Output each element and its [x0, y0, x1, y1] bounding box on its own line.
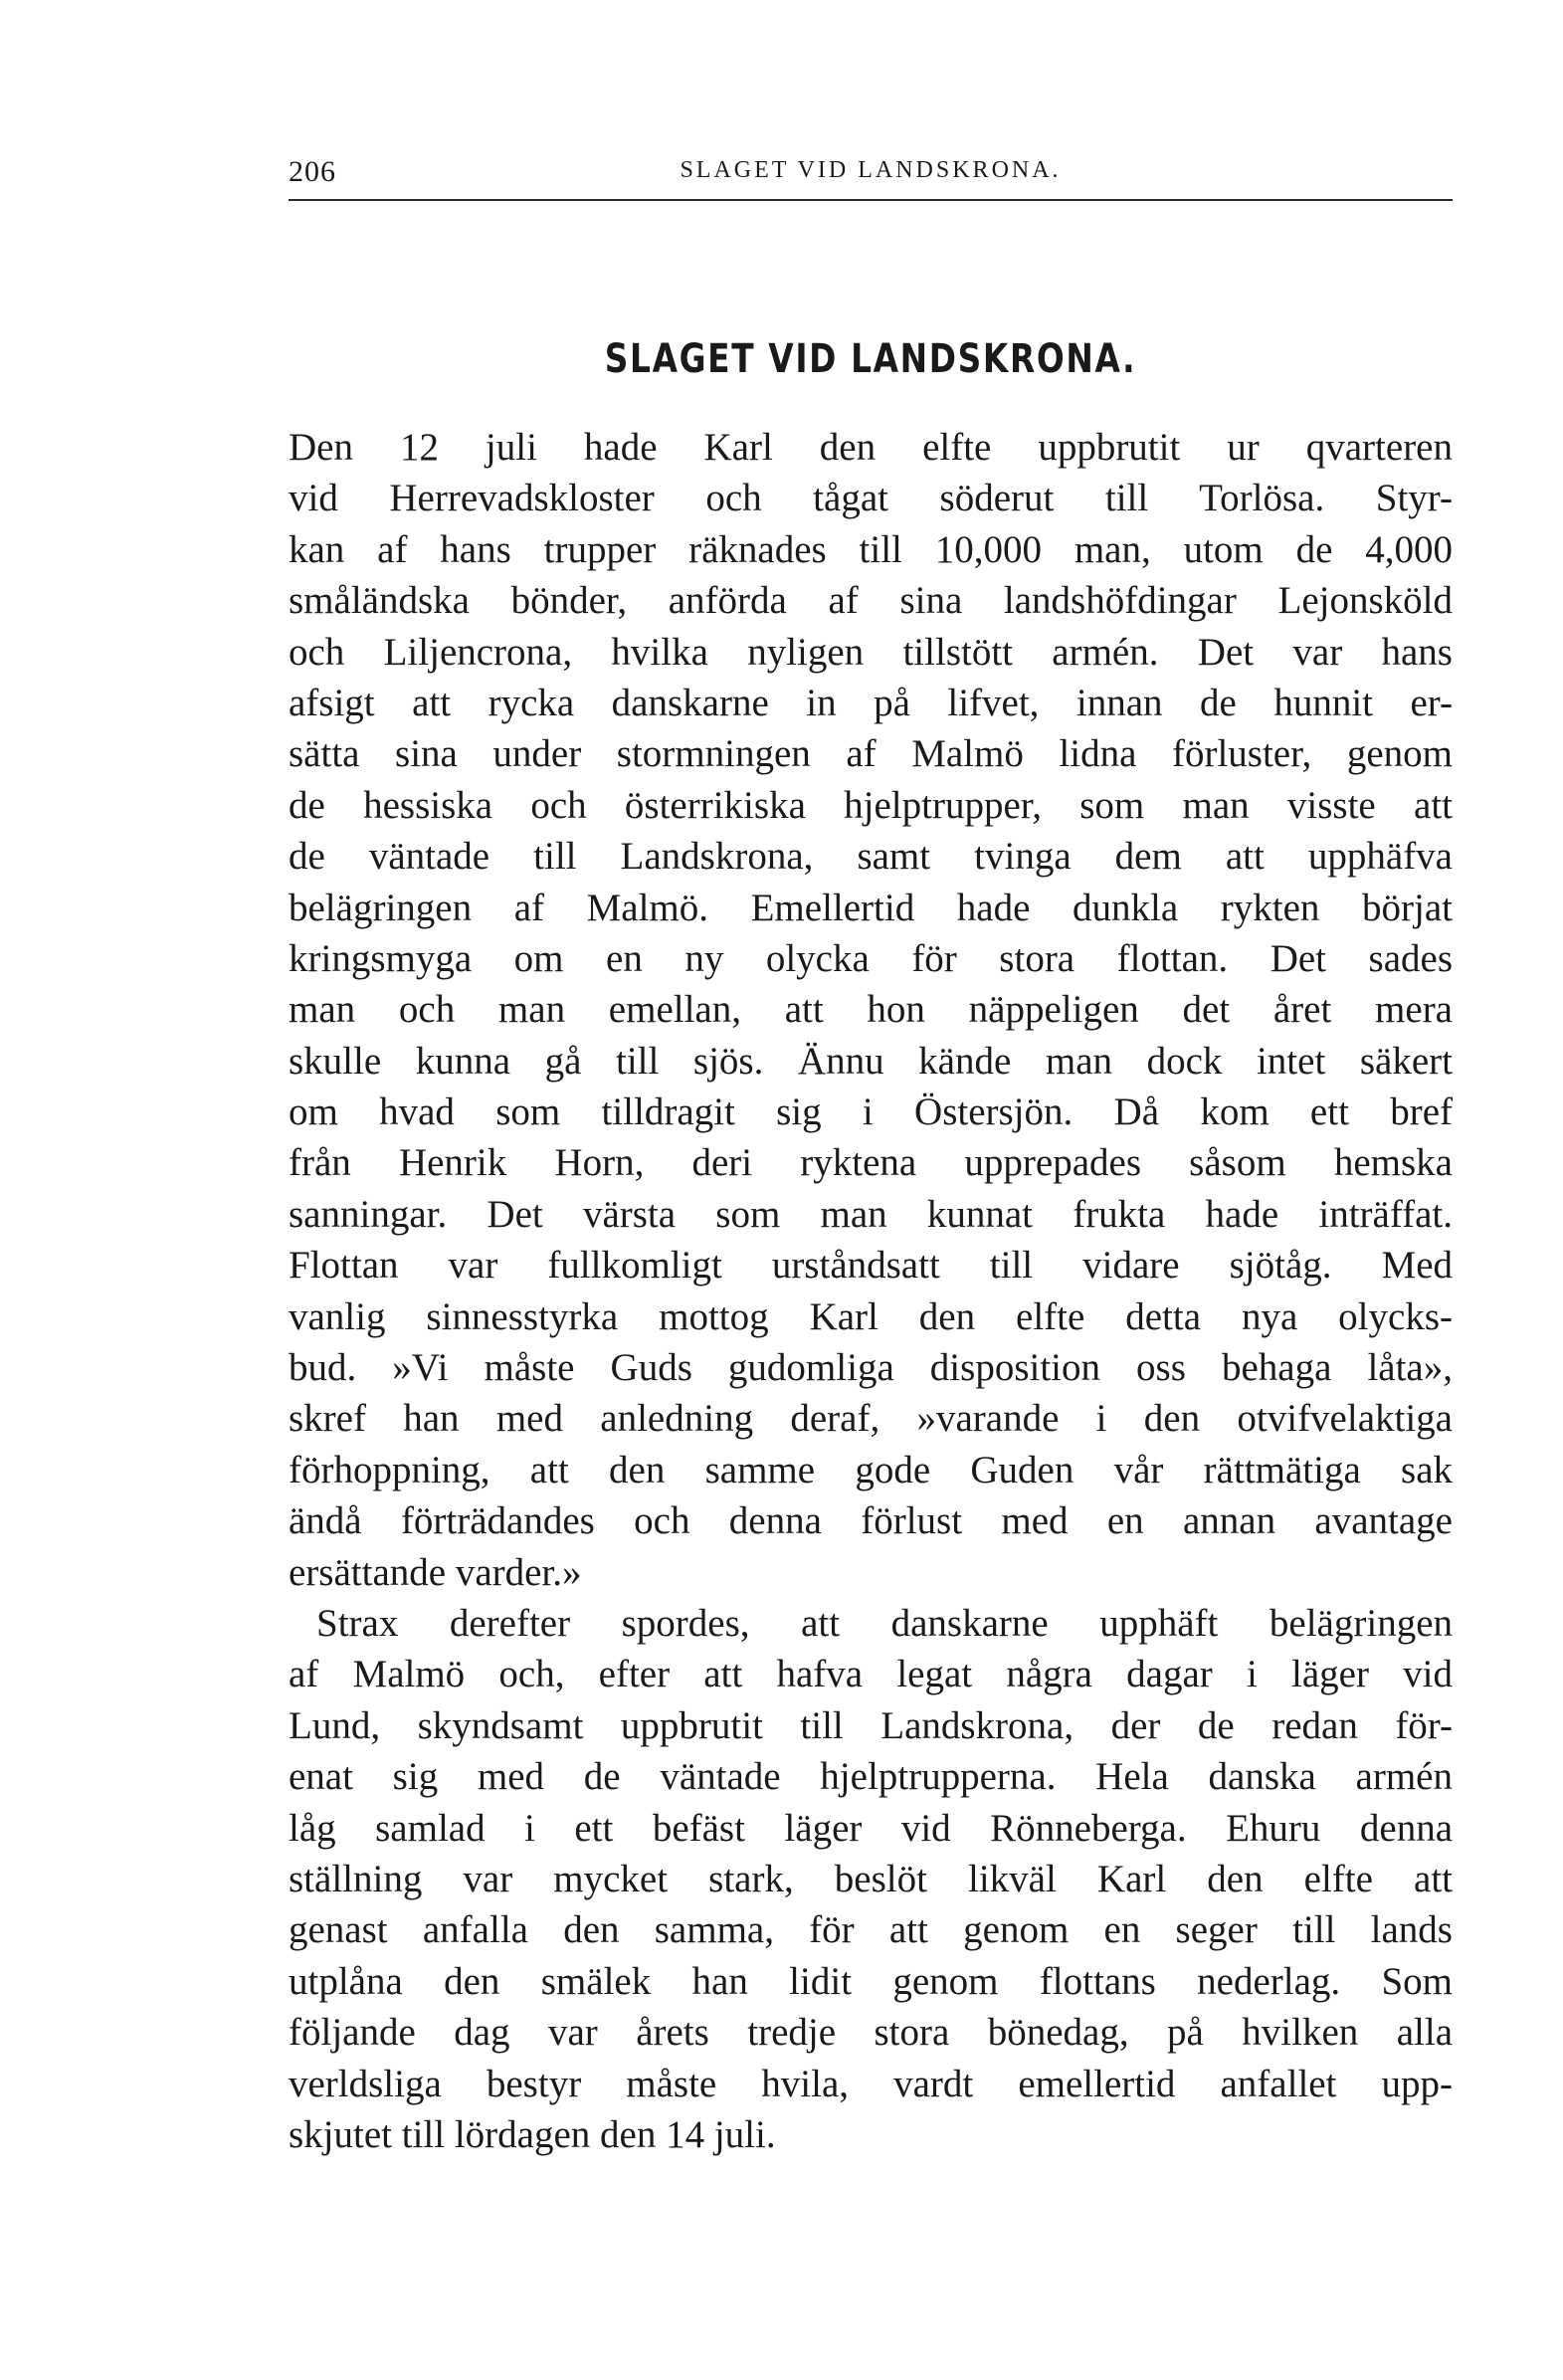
text-line: Strax derefter spordes, att danskarne upphäft belägringen — [316, 1601, 1453, 1645]
text-line: skref han med anledning deraf, »varande i den otvifvelaktiga — [289, 1397, 1453, 1441]
chapter-title: SLAGET VID LANDSKRONA. — [604, 336, 1137, 382]
text-line: om hvad som tilldragit sig i Östersjön. Då kom ett bref — [289, 1091, 1453, 1134]
text-line: Den 12 juli hade Karl den elfte uppbrutit ur qvarteren — [289, 426, 1453, 469]
text-line: och Liljencrona, hvilka nyligen tillstött armén. Det var hans — [289, 630, 1453, 674]
text-line: belägringen af Malmö. Emellertid hade dunkla rykten börjat — [289, 886, 1453, 929]
text-line: kringsmyga om en ny olycka för stora flottan. Det sades — [289, 936, 1453, 980]
text-line: utplåna den smälek han lidit genom flottans nederlag. Som — [289, 1959, 1453, 2003]
text-line: Flottan var fullkomligt urståndsatt till vidare sjötåg. Med — [289, 1244, 1453, 1288]
text-line: förhoppning, att den samme gode Guden vår rättmätiga sak — [289, 1448, 1453, 1491]
running-title: SLAGET VID LANDSKRONA. — [680, 157, 1062, 183]
text-line: skulle kunna gå till sjös. Ännu kände man dock intet säkert — [289, 1039, 1453, 1083]
text-line: ersättande varder.» — [289, 1550, 582, 1594]
text-line: ställning var mycket stark, beslöt likväl Karl den elfte att — [289, 1857, 1453, 1900]
text-line: vid Herrevadskloster och tågat söderut till Torlösa. Styr- — [289, 477, 1453, 520]
text-line: enat sig med de väntade hjelptrupperna. Hela danska armén — [289, 1755, 1453, 1799]
text-line: vanlig sinnesstyrka mottog Karl den elfte detta nya olycks- — [289, 1294, 1453, 1338]
text-line: ändå förträdandes och denna förlust med en annan avantage — [289, 1499, 1453, 1543]
running-head — [289, 149, 1453, 201]
text-line: låg samlad i ett befäst läger vid Rönneberga. Ehuru denna — [289, 1806, 1453, 1850]
text-line: af Malmö och, efter att hafva legat några dagar i läger vid — [289, 1653, 1453, 1696]
text-line: skjutet till lördagen den 14 juli. — [289, 2112, 776, 2156]
text-line: afsigt att rycka danskarne in på lifvet, innan de hunnit er- — [289, 681, 1453, 724]
text-line: småländska bönder, anförda af sina landshöfdingar Lejonsköld — [289, 579, 1453, 623]
text-line: Lund, skyndsamt uppbrutit till Landskrona, der de redan för- — [289, 1703, 1453, 1747]
text-line: kan af hans trupper räknades till 10,000 man, utom de 4,000 — [289, 527, 1453, 571]
text-line: de väntade till Landskrona, samt tvinga dem att upphäfva — [289, 835, 1453, 879]
text-line: de hessiska och österrikiska hjelptrupper, som man visste att — [289, 783, 1453, 827]
text-line: följande dag var årets tredje stora bönedag, på hvilken alla — [289, 2011, 1453, 2055]
page-number: 206 — [289, 155, 336, 188]
text-line: sätta sina under stormningen af Malmö lidna förluster, genom — [289, 732, 1453, 776]
text-line: verldsliga bestyr måste hvila, vardt emellertid anfallet upp- — [289, 2062, 1453, 2105]
text-line: genast anfalla den samma, för att genom en seger till lands — [289, 1908, 1453, 1952]
text-line: från Henrik Horn, deri ryktena upprepades såsom hemska — [289, 1141, 1453, 1185]
text-line: man och man emellan, att hon näppeligen det året mera — [289, 988, 1453, 1032]
body-text — [289, 422, 1453, 2160]
text-line: bud. »Vi måste Guds gudomliga disposition oss behaga låta», — [289, 1346, 1453, 1390]
text-line: sanningar. Det värsta som man kunnat frukta hade inträffat. — [289, 1192, 1453, 1236]
